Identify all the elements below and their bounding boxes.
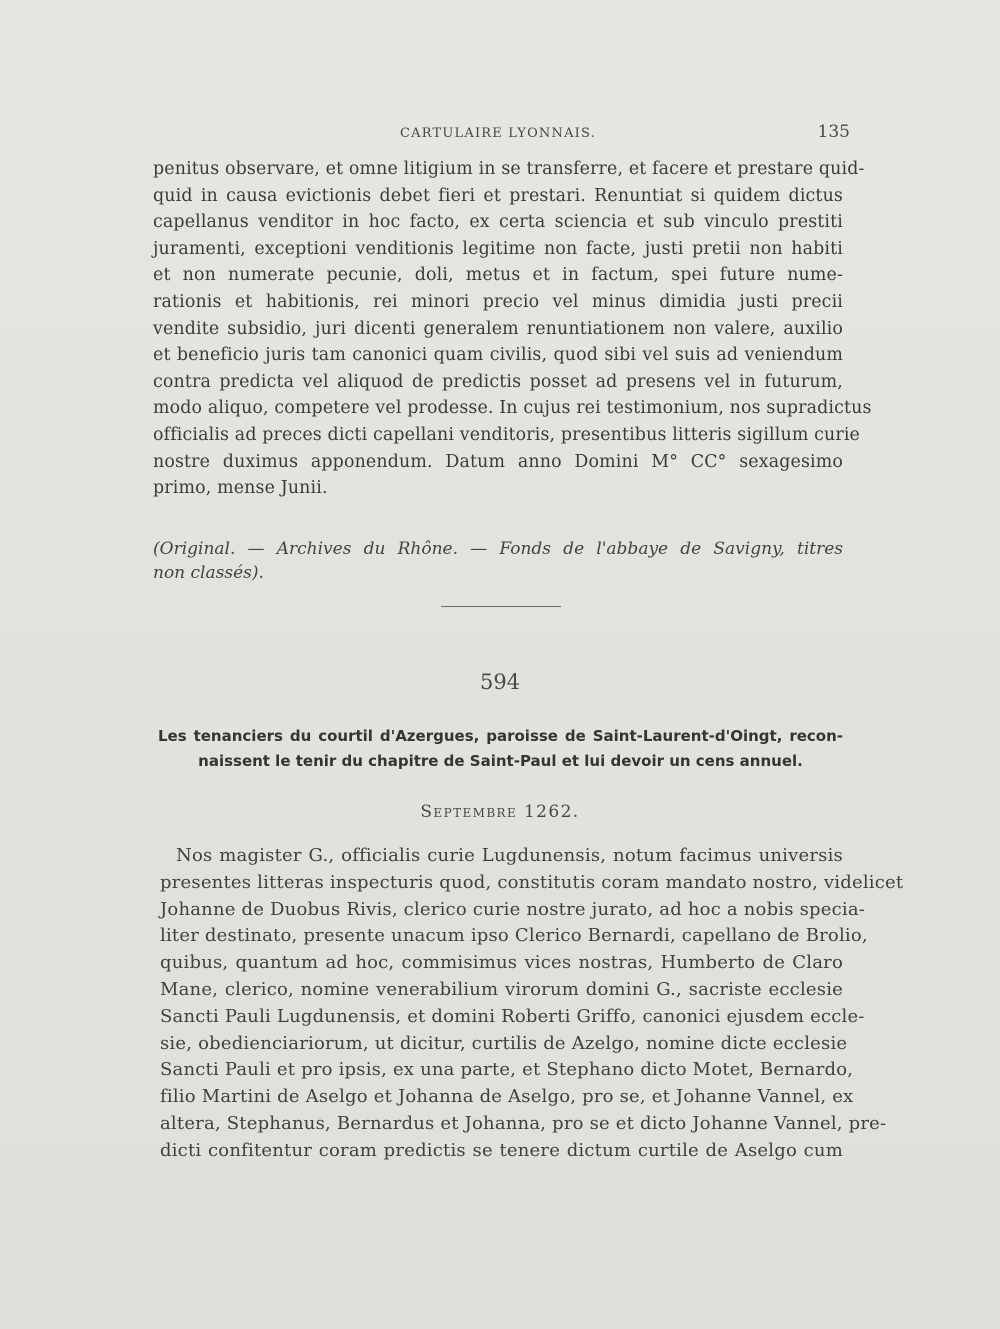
continued-paragraph: [153, 156, 872, 502]
text-line: rationis et habitionis, rei minori precio vel minus dimidia justi precii: [153, 291, 843, 312]
section-divider: [441, 606, 561, 607]
source-note-line: (Original. — Archives du Rhône. — Fonds de l'abbaye de Savigny, titres: [153, 539, 843, 559]
text-line: Sancti Pauli Lugdunensis, et domini Roberti Griffo, canonici ejusdem eccle-: [160, 1005, 865, 1027]
document-body: [160, 843, 904, 1165]
heading-line: Les tenanciers du courtil d'Azergues, paroisse de Saint-Laurent-d'Oingt, recon-: [158, 727, 843, 745]
running-title: CARTULAIRE LYONNAIS.: [400, 126, 596, 141]
text-line: officialis ad preces dicti capellani venditoris, presentibus litteris sigillum curie: [153, 424, 860, 445]
text-line: et beneficio juris tam canonici quam civilis, quod sibi vel suis ad veniendum: [153, 345, 843, 366]
text-line: nostre duximus apponendum. Datum anno Domini M° CC° sexagesimo: [153, 451, 843, 472]
heading-line: naissent le tenir du chapitre de Saint-Paul et lui devoir un cens annuel.: [198, 752, 803, 770]
source-note: [153, 537, 843, 585]
text-line: Johanne de Duobus Rivis, clerico curie nostre jurato, ad hoc a nobis specia-: [160, 898, 866, 920]
running-head: [150, 122, 850, 146]
text-line: presentes litteras inspecturis quod, constitutis coram mandato nostro, videlicet: [160, 871, 904, 893]
page-number: 135: [817, 122, 850, 142]
text-line: quibus, quantum ad hoc, commisimus vices nostras, Humberto de Claro: [160, 952, 843, 974]
text-line: dicti confitentur coram predictis se tenere dictum curtile de Aselgo cum: [160, 1139, 843, 1161]
text-line: sie, obedienciariorum, ut dicitur, curtilis de Azelgo, nomine dicte ecclesie: [160, 1032, 848, 1054]
text-line: penitus observare, et omne litigium in se transferre, et facere et prestare quid-: [153, 159, 865, 179]
text-line: liter destinato, presente unacum ipso Clerico Bernardi, capellano de Brolio,: [160, 925, 868, 947]
text-line: et non numerate pecunie, doli, metus et in factum, spei future nume-: [153, 265, 843, 286]
document-heading: [158, 724, 843, 774]
text-line: capellanus venditor in hoc facto, ex certa sciencia et sub vinculo prestiti: [153, 212, 843, 233]
document-date: Septembre 1262.: [420, 802, 580, 822]
text-line: Mane, clerico, nomine venerabilium virorum domini G., sacriste ecclesie: [160, 978, 843, 1000]
source-note-line: non classés).: [153, 563, 264, 583]
text-line: Sancti Pauli et pro ipsis, ex una parte, et Stephano dicto Motet, Bernardo,: [160, 1059, 854, 1081]
text-line: quid in causa evictionis debet fieri et prestari. Renuntiat si quidem dictus: [153, 185, 843, 206]
text-line: contra predicta vel aliquod de predictis posset ad presens vel in futurum,: [153, 371, 843, 392]
text-line: juramenti, exceptioni venditionis legitime non facte, justi pretii non habiti: [153, 238, 843, 259]
text-line: primo, mense Junii.: [153, 478, 328, 499]
text-line: filio Martini de Aselgo et Johanna de Aselgo, pro se, et Johanne Vannel, ex: [160, 1086, 854, 1108]
text-line: altera, Stephanus, Bernardus et Johanna, pro se et dicto Johanne Vannel, pre-: [160, 1112, 887, 1134]
text-line: Nos magister G., officialis curie Lugdunensis, notum facimus universis: [176, 845, 843, 866]
text-line: modo aliquo, competere vel prodesse. In cujus rei testimonium, nos supradictus: [153, 398, 872, 419]
text-line: vendite subsidio, juri dicenti generalem renuntiationem non valere, auxilio: [153, 318, 843, 339]
document-number: 594: [479, 670, 521, 694]
